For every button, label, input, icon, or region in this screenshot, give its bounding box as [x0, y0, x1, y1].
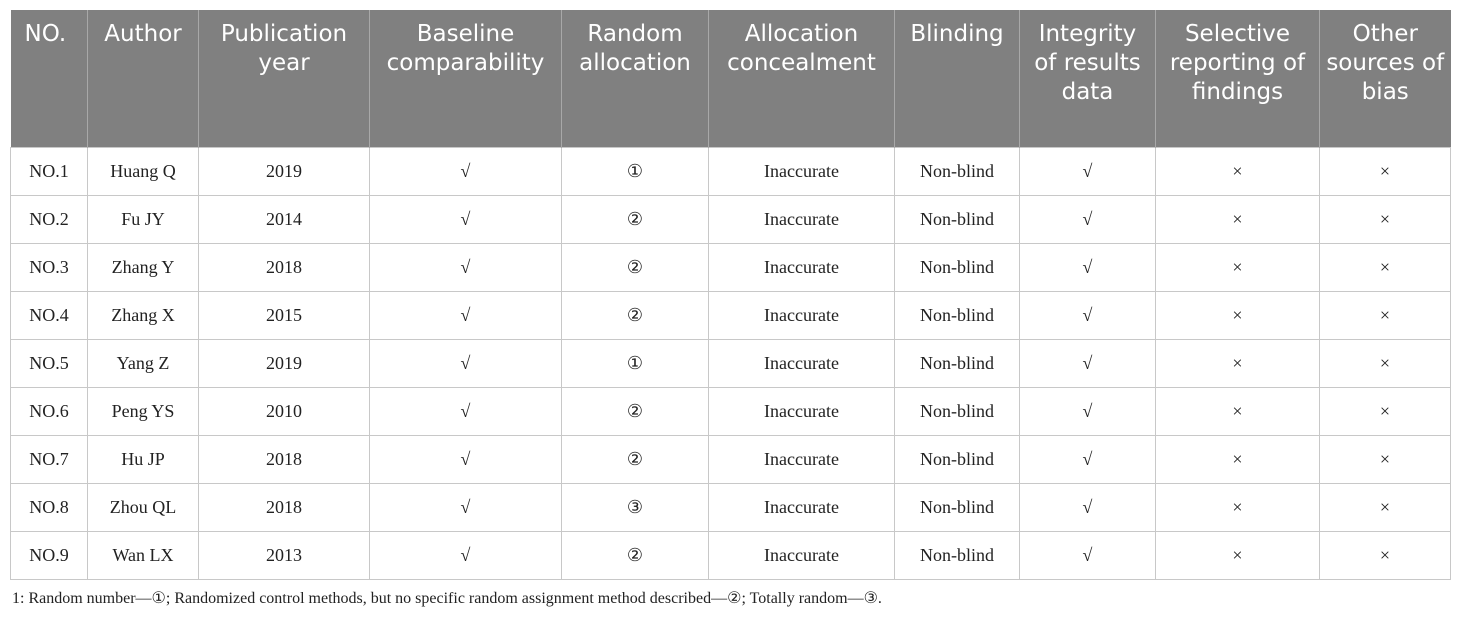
cell-selective-reporting: × — [1156, 339, 1320, 387]
cell-baseline-comparability: √ — [370, 195, 562, 243]
header-selective-reporting: Selective reporting of findings — [1156, 10, 1320, 147]
cell-baseline-comparability: √ — [370, 435, 562, 483]
cell-blinding: Non-blind — [895, 387, 1020, 435]
cell-no: NO.2 — [11, 195, 88, 243]
cell-allocation-concealment: Inaccurate — [709, 387, 895, 435]
risk-of-bias-table — [10, 10, 1451, 580]
cell-author: Huang Q — [88, 147, 199, 195]
table-row — [11, 387, 1451, 435]
cell-random-allocation: ② — [562, 531, 709, 579]
cell-no: NO.3 — [11, 243, 88, 291]
cell-publication-year: 2018 — [199, 435, 370, 483]
cell-publication-year: 2015 — [199, 291, 370, 339]
cell-author: Zhang X — [88, 291, 199, 339]
cell-integrity-of-results-data: √ — [1020, 531, 1156, 579]
cell-selective-reporting: × — [1156, 435, 1320, 483]
cell-selective-reporting: × — [1156, 531, 1320, 579]
cell-integrity-of-results-data: √ — [1020, 435, 1156, 483]
cell-other-sources-of-bias: × — [1320, 147, 1451, 195]
header-blinding: Blinding — [895, 10, 1020, 147]
header-author: Author — [88, 10, 199, 147]
header-other-sources-of-bias: Other sources of bias — [1320, 10, 1451, 147]
cell-allocation-concealment: Inaccurate — [709, 435, 895, 483]
cell-random-allocation: ② — [562, 291, 709, 339]
cell-other-sources-of-bias: × — [1320, 531, 1451, 579]
cell-random-allocation: ② — [562, 435, 709, 483]
cell-blinding: Non-blind — [895, 435, 1020, 483]
table-body — [11, 147, 1451, 579]
cell-integrity-of-results-data: √ — [1020, 195, 1156, 243]
cell-selective-reporting: × — [1156, 291, 1320, 339]
cell-baseline-comparability: √ — [370, 387, 562, 435]
cell-author: Zhou QL — [88, 483, 199, 531]
cell-blinding: Non-blind — [895, 531, 1020, 579]
cell-no: NO.9 — [11, 531, 88, 579]
cell-allocation-concealment: Inaccurate — [709, 339, 895, 387]
cell-no: NO.6 — [11, 387, 88, 435]
cell-baseline-comparability: √ — [370, 339, 562, 387]
cell-publication-year: 2018 — [199, 243, 370, 291]
cell-integrity-of-results-data: √ — [1020, 147, 1156, 195]
table-row — [11, 243, 1451, 291]
table-row — [11, 483, 1451, 531]
cell-allocation-concealment: Inaccurate — [709, 243, 895, 291]
table-row — [11, 195, 1451, 243]
cell-author: Fu JY — [88, 195, 199, 243]
cell-baseline-comparability: √ — [370, 531, 562, 579]
cell-author: Wan LX — [88, 531, 199, 579]
cell-other-sources-of-bias: × — [1320, 483, 1451, 531]
cell-publication-year: 2010 — [199, 387, 370, 435]
cell-publication-year: 2014 — [199, 195, 370, 243]
header-no: NO. — [11, 10, 88, 147]
cell-author: Yang Z — [88, 339, 199, 387]
cell-baseline-comparability: √ — [370, 291, 562, 339]
cell-selective-reporting: × — [1156, 387, 1320, 435]
cell-no: NO.1 — [11, 147, 88, 195]
table-footnote: 1: Random number—①; Randomized control methods, but no specific random assignment method described—②; Totally random—③. — [12, 590, 882, 607]
cell-other-sources-of-bias: × — [1320, 435, 1451, 483]
cell-random-allocation: ② — [562, 195, 709, 243]
cell-selective-reporting: × — [1156, 483, 1320, 531]
cell-integrity-of-results-data: √ — [1020, 291, 1156, 339]
cell-blinding: Non-blind — [895, 243, 1020, 291]
cell-publication-year: 2019 — [199, 147, 370, 195]
cell-random-allocation: ② — [562, 387, 709, 435]
header-allocation-concealment: Allocation concealment — [709, 10, 895, 147]
cell-integrity-of-results-data: √ — [1020, 243, 1156, 291]
cell-allocation-concealment: Inaccurate — [709, 147, 895, 195]
cell-random-allocation: ③ — [562, 483, 709, 531]
cell-other-sources-of-bias: × — [1320, 291, 1451, 339]
header-row — [11, 10, 1451, 147]
cell-selective-reporting: × — [1156, 195, 1320, 243]
table-row — [11, 291, 1451, 339]
cell-random-allocation: ② — [562, 243, 709, 291]
cell-baseline-comparability: √ — [370, 483, 562, 531]
cell-author: Peng YS — [88, 387, 199, 435]
cell-no: NO.8 — [11, 483, 88, 531]
cell-other-sources-of-bias: × — [1320, 195, 1451, 243]
cell-publication-year: 2013 — [199, 531, 370, 579]
cell-blinding: Non-blind — [895, 195, 1020, 243]
cell-no: NO.5 — [11, 339, 88, 387]
cell-random-allocation: ① — [562, 339, 709, 387]
cell-selective-reporting: × — [1156, 243, 1320, 291]
cell-other-sources-of-bias: × — [1320, 339, 1451, 387]
header-integrity-of-results-data: Integrity of results data — [1020, 10, 1156, 147]
cell-allocation-concealment: Inaccurate — [709, 531, 895, 579]
table-row — [11, 147, 1451, 195]
cell-allocation-concealment: Inaccurate — [709, 483, 895, 531]
header-publication-year: Publication year — [199, 10, 370, 147]
table-row — [11, 435, 1451, 483]
risk-of-bias-table-container — [10, 10, 1450, 580]
table-row — [11, 339, 1451, 387]
cell-allocation-concealment: Inaccurate — [709, 291, 895, 339]
cell-publication-year: 2019 — [199, 339, 370, 387]
cell-other-sources-of-bias: × — [1320, 387, 1451, 435]
cell-author: Hu JP — [88, 435, 199, 483]
cell-other-sources-of-bias: × — [1320, 243, 1451, 291]
cell-integrity-of-results-data: √ — [1020, 483, 1156, 531]
cell-integrity-of-results-data: √ — [1020, 339, 1156, 387]
cell-integrity-of-results-data: √ — [1020, 387, 1156, 435]
cell-baseline-comparability: √ — [370, 147, 562, 195]
cell-blinding: Non-blind — [895, 339, 1020, 387]
cell-author: Zhang Y — [88, 243, 199, 291]
cell-publication-year: 2018 — [199, 483, 370, 531]
table-row — [11, 531, 1451, 579]
cell-blinding: Non-blind — [895, 147, 1020, 195]
cell-selective-reporting: × — [1156, 147, 1320, 195]
table-header — [11, 10, 1451, 147]
cell-blinding: Non-blind — [895, 291, 1020, 339]
cell-blinding: Non-blind — [895, 483, 1020, 531]
cell-no: NO.7 — [11, 435, 88, 483]
header-random-allocation: Random allocation — [562, 10, 709, 147]
cell-allocation-concealment: Inaccurate — [709, 195, 895, 243]
cell-baseline-comparability: √ — [370, 243, 562, 291]
cell-no: NO.4 — [11, 291, 88, 339]
header-baseline-comparability: Baseline comparability — [370, 10, 562, 147]
cell-random-allocation: ① — [562, 147, 709, 195]
